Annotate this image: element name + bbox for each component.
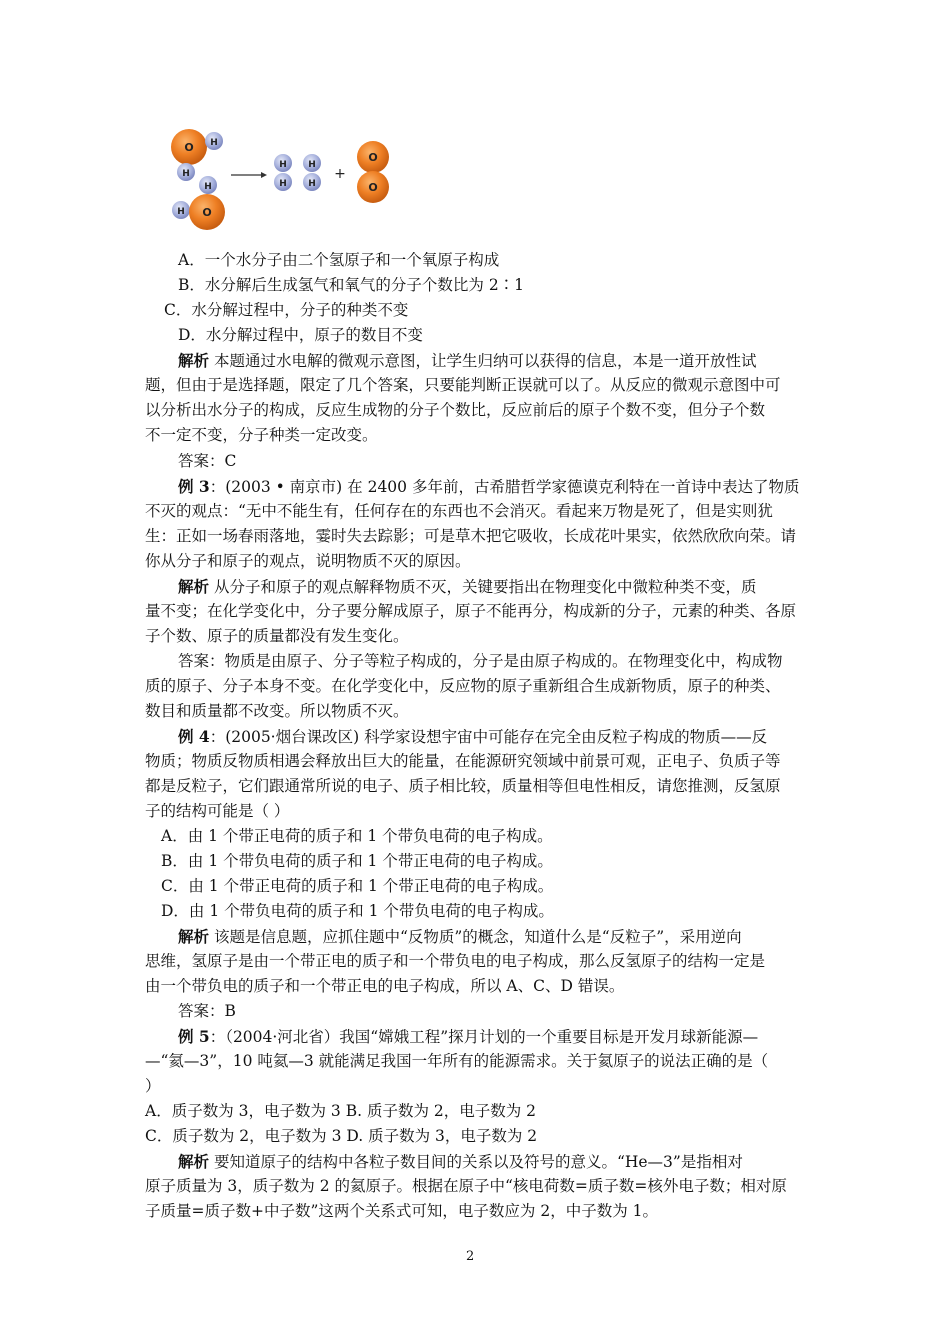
text-line: ） <box>145 1077 161 1095</box>
hydrogen-molecule-2 <box>303 154 321 191</box>
option-d: D．由 1 个带负电荷的质子和 1 个带负电荷的电子构成。 <box>161 902 554 920</box>
hydrogen-molecule-1 <box>274 154 292 191</box>
text-line: —“氦—3”，10 吨氦—3 就能满足我国一年所有的能源需求。关于氦原子的说法正确的是（ <box>145 1052 769 1070</box>
water-molecule-1 <box>171 129 223 181</box>
options-row-1: A．质子数为 3，电子数为 3 B. 质子数为 2，电子数为 2 <box>145 1102 537 1120</box>
analysis-paragraph: 解析 本题通过水电解的微观示意图，让学生归纳可以获得的信息，本是一道开放性试 <box>178 351 757 370</box>
svg-text:H: H <box>308 179 316 189</box>
svg-text:H: H <box>210 138 218 148</box>
example-heading: 例 5：（2004·河北省）我国“嫦娥工程”探月计划的一个重要目标是开发月球新能源— <box>178 1027 759 1046</box>
text-line: 生：正如一场春雨落地，霎时失去踪影；可是草木把它吸收，长成花叶果实，依然欣欣向荣。请 <box>145 527 797 545</box>
option-b: B．水分解后生成氢气和氧气的分子个数比为 2∶1 <box>178 276 525 294</box>
svg-text:H: H <box>279 160 287 170</box>
page-number: 2 <box>466 1249 475 1264</box>
option-c: C．水分解过程中，分子的种类不变 <box>164 301 409 319</box>
text-line: 题，但由于是选择题，限定了几个答案，只要能判断正误就可以了。从反应的微观示意图中可 <box>145 376 781 394</box>
option-d: D．水分解过程中，原子的数目不变 <box>178 326 423 344</box>
text-line: 数目和质量都不改变。所以物质不灭。 <box>145 702 409 720</box>
option-b: B．由 1 个带负电荷的质子和 1 个带正电荷的电子构成。 <box>161 852 553 870</box>
text-line: 子质量=质子数+中子数”这两个关系式可知，电子数应为 2，中子数为 1。 <box>145 1202 658 1220</box>
svg-text:H: H <box>279 179 287 189</box>
answer-line: 答案：物质是由原子、分子等粒子构成的，分子是由原子构成的。在物理变化中，构成物 <box>178 652 783 670</box>
text-line: 量不变；在化学变化中，分子要分解成原子，原子不能再分，构成新的分子，元素的种类、各原 <box>145 602 797 620</box>
text-line: 子个数、原子的质量都没有发生变化。 <box>145 627 409 645</box>
text-line: 由一个带负电的质子和一个带正电的电子构成，所以 A、C、D 错误。 <box>145 977 625 995</box>
svg-text:H: H <box>177 207 185 217</box>
reaction-arrow <box>231 172 267 178</box>
svg-text:O: O <box>202 206 212 219</box>
svg-text:O: O <box>368 151 378 164</box>
answer-line: 答案：C <box>178 452 237 470</box>
example-heading: 例 3：(2003 • 南京市) 在 2400 多年前，古希腊哲学家德谟克利特在一首诗中表达了物质 <box>178 477 800 496</box>
svg-text:O: O <box>368 181 378 194</box>
text-line: 思维，氢原子是由一个带正电的质子和一个带负电的电子构成，那么反氢原子的结构一定是 <box>145 952 766 970</box>
text-line: 质的原子、分子本身不变。在化学变化中，反应物的原子重新组合生成新物质，原子的种类、 <box>145 677 781 695</box>
text-line: 都是反粒子，它们跟通常所说的电子、质子相比较，质量相等但电性相反，请您推测，反氢原 <box>145 777 781 795</box>
svg-text:H: H <box>308 160 316 170</box>
example-heading: 例 4：(2005·烟台课改区) 科学家设想宇宙中可能存在完全由反粒子构成的物质——反 <box>178 727 768 746</box>
text-line: 物质；物质反物质相遇会释放出巨大的能量，在能源研究领域中前景可观，正电子、负质子等 <box>145 752 781 770</box>
text-line: 你从分子和原子的观点，说明物质不灭的原因。 <box>145 552 471 570</box>
svg-text:H: H <box>182 169 190 179</box>
options-row-2: C．质子数为 2，电子数为 3 D. 质子数为 3，电子数为 2 <box>145 1127 538 1145</box>
water-electrolysis-diagram <box>165 125 405 235</box>
text-line: 原子质量为 3，质子数为 2 的氦原子。根据在原子中“核电荷数=质子数=核外电子数；相对原 <box>145 1177 787 1195</box>
answer-line: 答案：B <box>178 1002 236 1020</box>
text-line: 不一定不变，分子种类一定改变。 <box>145 426 378 444</box>
text-line: 子的结构可能是（ ） <box>145 802 290 820</box>
option-a: A．由 1 个带正电荷的质子和 1 个带负电荷的电子构成。 <box>161 827 553 845</box>
option-a: A．一个水分子由二个氢原子和一个氧原子构成 <box>178 251 500 269</box>
analysis-paragraph: 解析 该题是信息题，应抓住题中“反物质”的概念，知道什么是“反粒子”，采用逆向 <box>178 927 742 946</box>
svg-text:O: O <box>184 141 194 154</box>
option-c: C．由 1 个带正电荷的质子和 1 个带正电荷的电子构成。 <box>161 877 554 895</box>
text-line: 不灭的观点：“无中不能生有，任何存在的东西也不会消灭。看起来万物是死了，但是实则犹 <box>145 502 773 520</box>
text-line: 以分析出水分子的构成，反应生成物的分子个数比，反应前后的原子个数不变，但分子个数 <box>145 401 766 419</box>
plus-sign: + <box>334 166 346 182</box>
analysis-paragraph: 解析 从分子和原子的观点解释物质不灭，关键要指出在物理变化中微粒种类不变，质 <box>178 577 757 596</box>
water-molecule-2 <box>172 176 225 230</box>
analysis-paragraph: 解析 要知道原子的结构中各粒子数目间的关系以及符号的意义。“He—3”是指相对 <box>178 1152 743 1171</box>
oxygen-molecule <box>357 141 389 203</box>
svg-text:H: H <box>204 182 212 192</box>
